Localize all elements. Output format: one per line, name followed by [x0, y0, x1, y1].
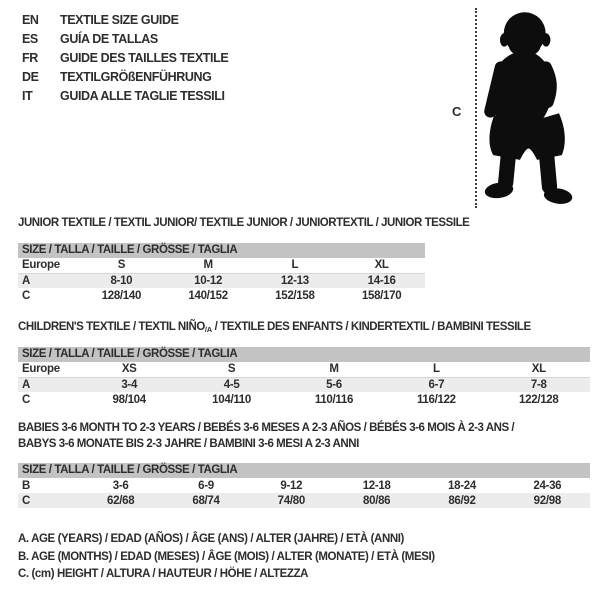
- size-cell: 68/74: [192, 494, 220, 507]
- title-text: CHILDREN'S TEXTILE / TEXTIL NIÑO: [18, 321, 205, 333]
- size-cell: 80/86: [363, 494, 391, 507]
- size-cell: 8-10: [110, 274, 133, 287]
- language-row-es: [22, 29, 228, 48]
- size-cell: 6-7: [428, 378, 445, 391]
- table-row-age: [18, 273, 425, 288]
- children-size-table: [18, 362, 590, 407]
- babies-title-line1: BABIES 3-6 MONTH TO 2-3 YEARS / BEBÉS 3-6 MESES A 2-3 AÑOS / BÉBÉS 3-6 MOIS À 2-3 ANS /: [18, 422, 515, 434]
- title-subscript: /A: [204, 325, 212, 334]
- legend-line-a: A. AGE (YEARS) / EDAD (AÑOS) / ÂGE (ANS) / ALTER (JAHRE) / ETÀ (ANNI): [18, 533, 404, 545]
- row-label: Europe: [18, 362, 78, 377]
- row-label: C: [22, 289, 31, 302]
- toddler-silhouette-icon: [479, 8, 579, 208]
- size-cell: 128/140: [101, 289, 142, 302]
- height-measure-dotted-line: [475, 8, 477, 208]
- size-cell: 9-12: [280, 479, 303, 492]
- size-cell: 5-6: [326, 378, 342, 391]
- table-row-months: [18, 478, 590, 493]
- size-cell: 7-8: [530, 378, 547, 391]
- language-title: GUIDA ALLE TAGLIE TESSILI: [60, 88, 225, 103]
- row-label: B: [22, 479, 31, 492]
- table-row-height: [18, 392, 590, 407]
- language-row-fr: [22, 48, 228, 67]
- height-marker-label: C: [452, 104, 462, 119]
- size-cell: 4-5: [223, 378, 240, 391]
- table-row-height: [18, 288, 425, 303]
- size-header-band: SIZE / TALLA / TAILLE / GRÖSSE / TAGLIA: [18, 347, 590, 362]
- table-row-europe: [18, 362, 590, 377]
- junior-table: [18, 243, 425, 303]
- size-cell: 62/68: [107, 494, 135, 507]
- language-code: IT: [22, 88, 33, 103]
- table-row-age: [18, 377, 590, 392]
- size-cell: 98/104: [112, 393, 146, 406]
- language-title: GUÍA DE TALLAS: [60, 31, 158, 46]
- size-cell: 6-9: [198, 479, 214, 492]
- language-row-de: [22, 67, 228, 86]
- size-cell: 3-6: [112, 479, 129, 492]
- language-title: TEXTILE SIZE GUIDE: [60, 12, 179, 27]
- size-cell: 74/80: [277, 494, 305, 507]
- size-cell: 10-12: [194, 274, 223, 287]
- language-row-en: [22, 10, 228, 29]
- size-cell: 122/128: [519, 393, 559, 406]
- legend: [18, 531, 435, 584]
- language-row-it: [22, 86, 228, 105]
- size-cell: 158/170: [361, 289, 402, 302]
- language-title-list: [22, 10, 228, 105]
- size-cell: 24-36: [533, 479, 562, 492]
- size-cell: 3-4: [121, 378, 138, 391]
- size-cell: 12-13: [280, 274, 309, 287]
- size-cell: 152/158: [275, 289, 315, 302]
- legend-line-c: C. (cm) HEIGHT / ALTURA / HAUTEUR / HÖHE / ALTEZZA: [18, 568, 309, 580]
- size-cell: 116/122: [416, 393, 456, 406]
- title-text: / TEXTILE DES ENFANTS / KINDERTEXTIL / BAMBINI TESSILE: [211, 321, 531, 333]
- size-cell: XL: [338, 258, 425, 273]
- language-code: ES: [22, 31, 38, 46]
- legend-line-b: B. AGE (MONTHS) / EDAD (MESES) / ÂGE (MOIS) / ALTER (MONATE) / ETÀ (MESI): [18, 550, 435, 563]
- junior-table-title: JUNIOR TEXTILE / TEXTIL JUNIOR/ TEXTILE JUNIOR / JUNIORTEXTIL / JUNIOR TESSILE: [18, 217, 470, 229]
- row-label: A: [22, 274, 31, 287]
- row-label: C: [22, 494, 31, 507]
- size-cell: 86/92: [448, 494, 476, 507]
- babies-table-title: [18, 421, 514, 452]
- language-code: FR: [22, 50, 38, 65]
- babies-table: [18, 463, 590, 508]
- row-label: Europe: [18, 258, 78, 273]
- size-cell: 92/98: [533, 494, 561, 507]
- size-header-band: SIZE / TALLA / TAILLE / GRÖSSE / TAGLIA: [18, 463, 590, 478]
- size-cell: XS: [78, 362, 180, 377]
- size-cell: 140/152: [188, 289, 228, 302]
- table-row-height: [18, 493, 590, 508]
- table-row-europe: [18, 258, 425, 273]
- size-header-band: SIZE / TALLA / TAILLE / GRÖSSE / TAGLIA: [18, 243, 425, 258]
- size-cell: 110/116: [314, 393, 354, 406]
- size-cell: S: [78, 258, 165, 273]
- junior-size-table: [18, 258, 425, 303]
- size-cell: 12-18: [362, 479, 391, 492]
- size-cell: 18-24: [448, 479, 476, 492]
- size-cell: S: [180, 362, 282, 377]
- size-cell: L: [252, 258, 339, 273]
- children-table-title: [18, 321, 531, 334]
- language-code: EN: [22, 12, 39, 27]
- language-title: TEXTILGRÖßENFÜHRUNG: [60, 69, 212, 84]
- size-cell: 14-16: [367, 274, 396, 287]
- size-cell: XL: [488, 362, 590, 377]
- size-cell: L: [385, 362, 487, 377]
- language-title: GUIDE DES TAILLES TEXTILE: [60, 50, 229, 65]
- children-table: [18, 347, 590, 407]
- row-label: A: [22, 378, 31, 391]
- babies-size-table: [18, 478, 590, 508]
- size-cell: M: [165, 258, 252, 273]
- size-cell: M: [283, 362, 385, 377]
- row-label: C: [22, 393, 31, 406]
- language-code: DE: [22, 69, 39, 84]
- size-cell: 104/110: [212, 393, 251, 406]
- babies-title-line2: BABYS 3-6 MONATE BIS 2-3 JAHRE / BAMBINI 3-6 MESI A 2-3 ANNI: [18, 437, 359, 450]
